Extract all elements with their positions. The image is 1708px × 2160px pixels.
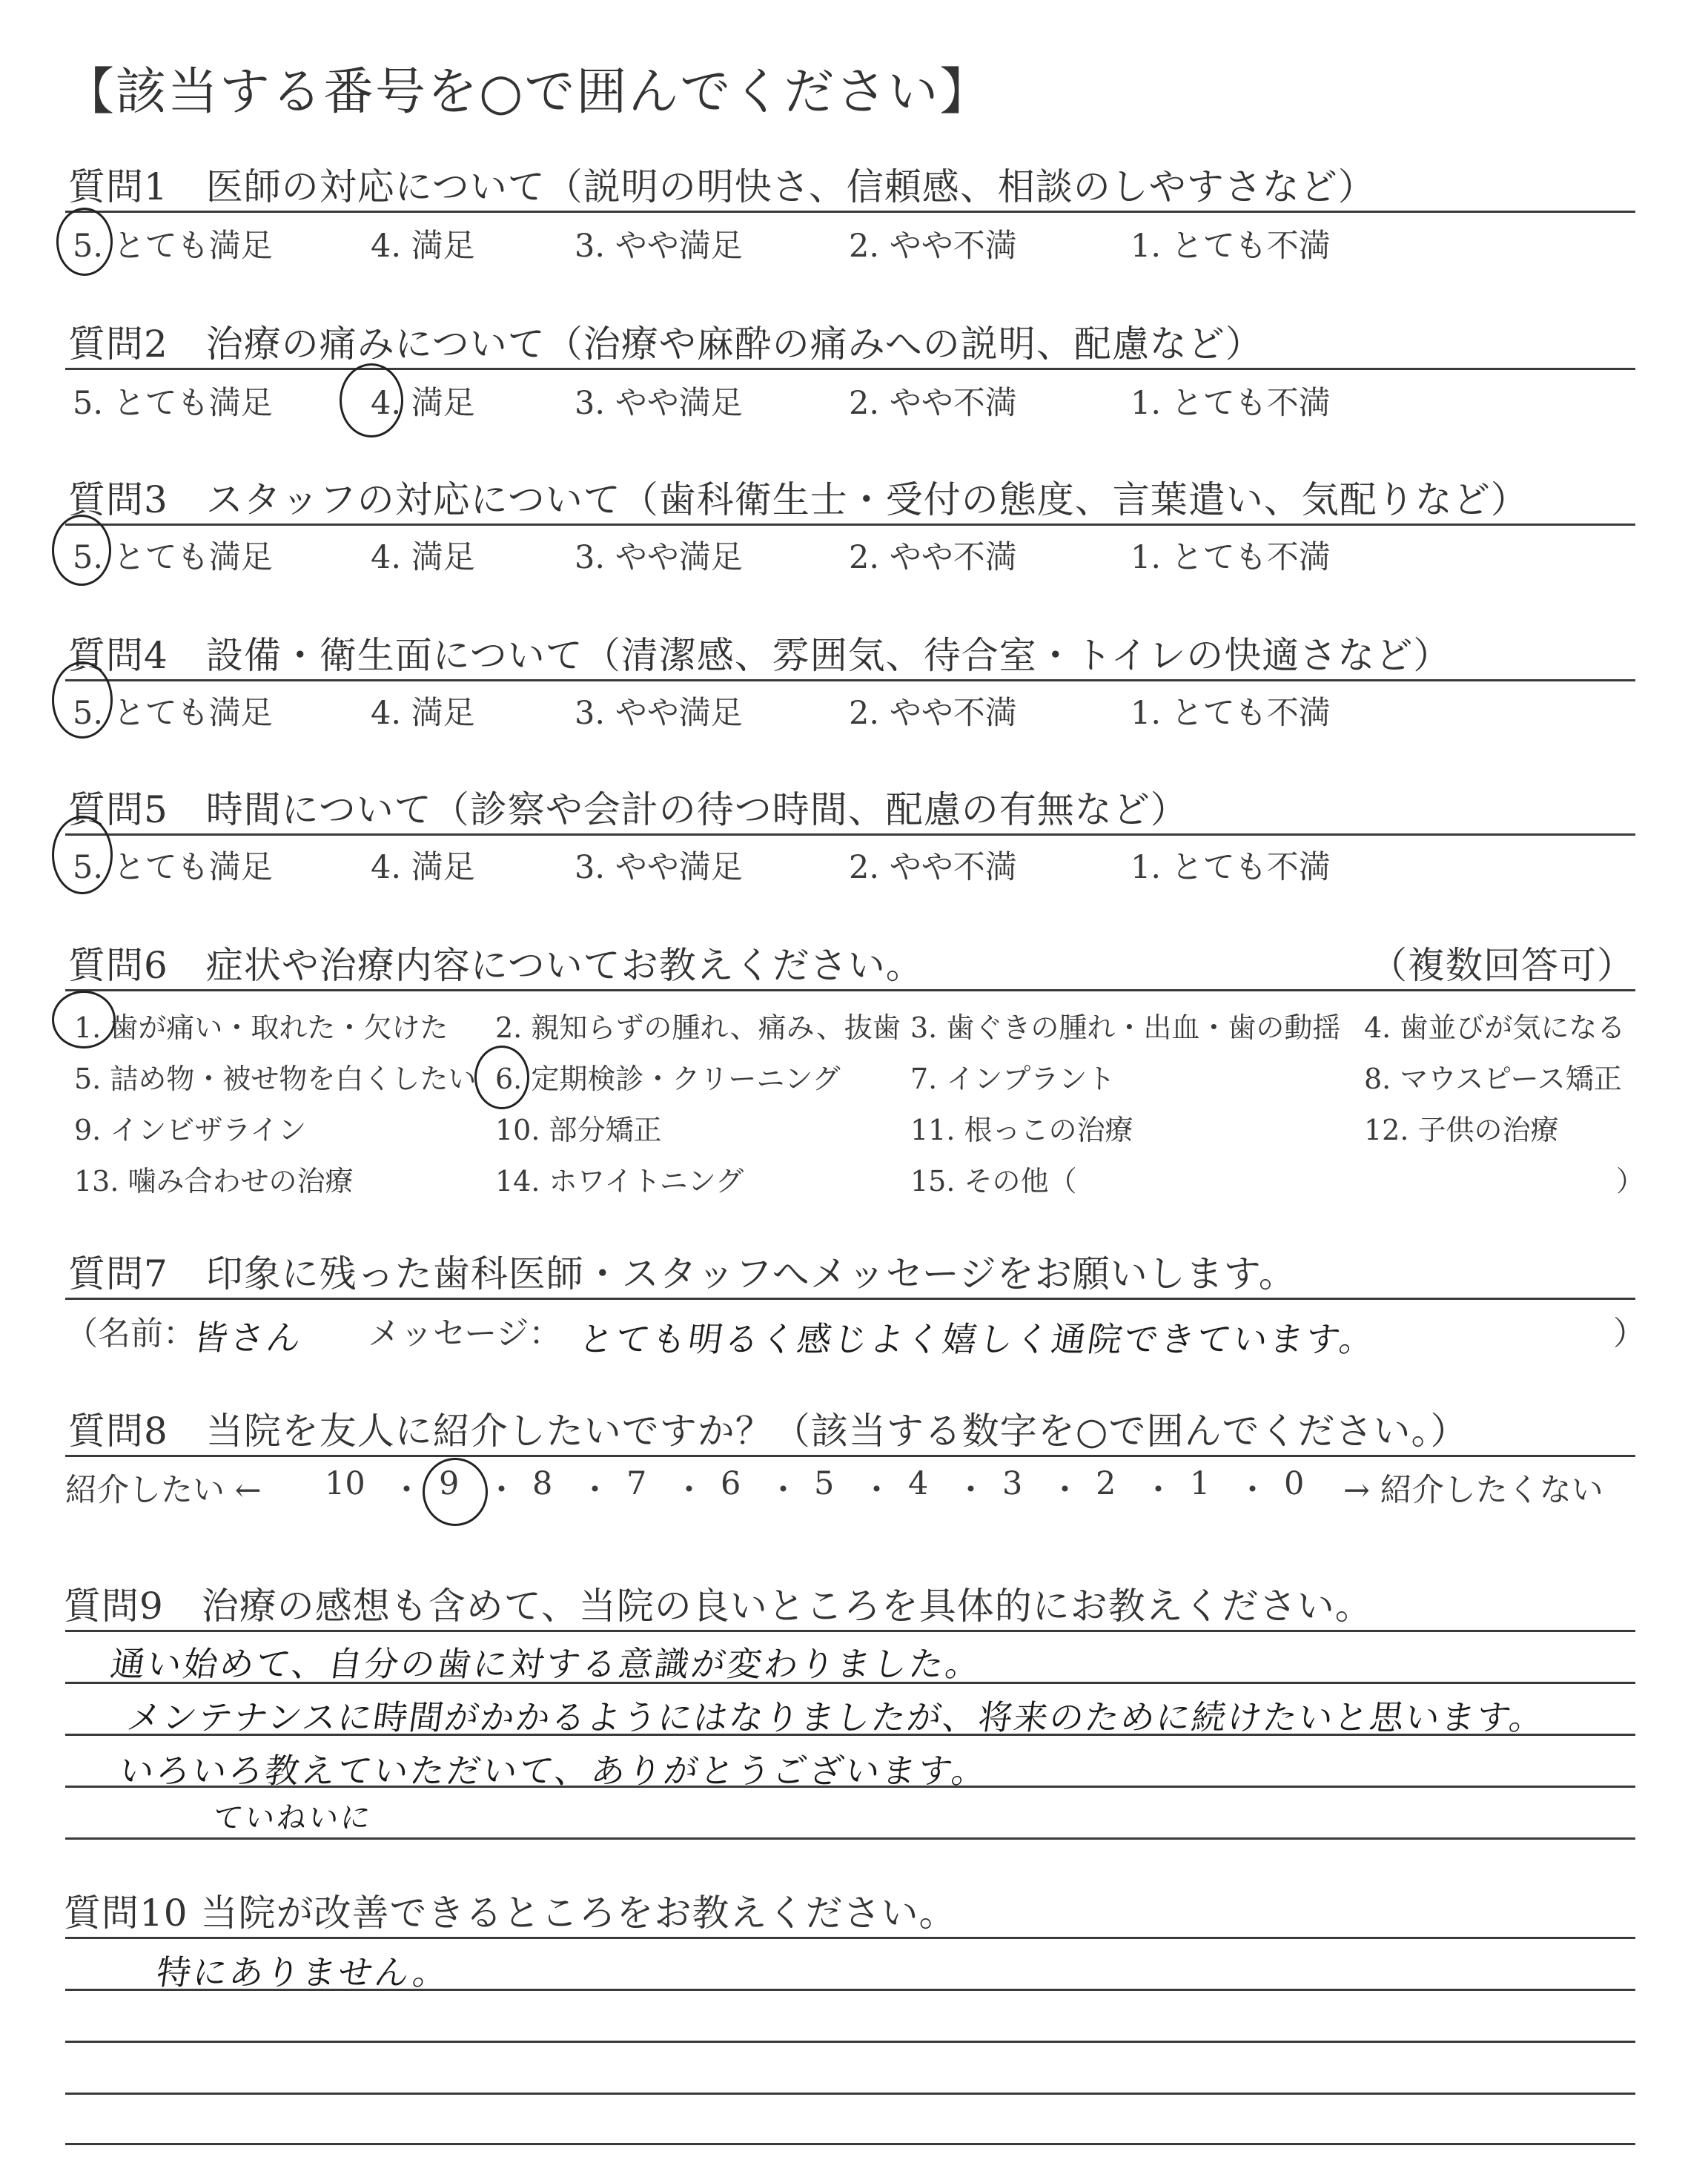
q6-option-9[interactable]: 9. インビザライン (74, 1114, 307, 1146)
q1-option-1[interactable]: 1. とても不満 (1131, 228, 1331, 265)
q8-scale-9[interactable]: 9 (439, 1465, 460, 1502)
q5-selection-circle (52, 816, 113, 894)
question-5-rule (65, 833, 1635, 836)
q6-option-4[interactable]: 4. 歯並びが気になる (1364, 1011, 1626, 1044)
q4-option-5[interactable]: 5. とても満足 (73, 695, 273, 732)
q9-answer-line-3[interactable]: いろいろ教えていただいて、ありがとうございます。 (116, 1751, 991, 1791)
q2-option-5[interactable]: 5. とても満足 (73, 385, 273, 422)
q10-line-rule-4 (65, 2093, 1635, 2095)
q6-option-15[interactable]: 15. その他（ (910, 1165, 1077, 1198)
q8-scale-10[interactable]: 10 (325, 1465, 365, 1502)
question-5-title: 質問5 時間について（診察や会計の待つ時間、配慮の有無など） (68, 788, 1188, 831)
q8-sep: ・ (861, 1472, 893, 1509)
q8-left-label: 紹介したい ← (65, 1472, 262, 1509)
question-3-rule (65, 524, 1635, 526)
q6-option-2[interactable]: 2. 親知らずの腫れ、痛み、抜歯 (495, 1011, 901, 1044)
question-8-rule (65, 1455, 1635, 1457)
q4-option-2[interactable]: 2. やや不満 (849, 695, 1017, 732)
q6-option-8[interactable]: 8. マウスピース矯正 (1364, 1063, 1622, 1095)
form-heading: 【該当する番号を○で囲んでください】 (64, 63, 992, 122)
q8-scale-6[interactable]: 6 (721, 1465, 741, 1502)
q6-option-13[interactable]: 13. 噛み合わせの治療 (74, 1165, 354, 1198)
q5-option-3[interactable]: 3. やや満足 (575, 849, 743, 886)
q2-selection-circle (340, 363, 403, 437)
question-6-rule (65, 989, 1635, 991)
q7-message-label: メッセージ： (368, 1315, 562, 1353)
q10-answer[interactable]: 特にありません。 (153, 1952, 453, 1992)
q3-option-2[interactable]: 2. やや不満 (849, 539, 1017, 576)
q8-sep: ・ (486, 1472, 517, 1509)
q6-selection-circle-6 (474, 1046, 529, 1109)
q3-option-5[interactable]: 5. とても満足 (73, 539, 273, 576)
q6-option-6[interactable]: 6. 定期検診・クリーニング (495, 1063, 841, 1095)
q1-option-2[interactable]: 2. やや不満 (849, 228, 1017, 265)
q8-scale-3[interactable]: 3 (1002, 1465, 1023, 1502)
question-3-title: 質問3 スタッフの対応について（歯科衛生士・受付の態度、言葉遣い、気配りなど） (68, 478, 1529, 521)
q3-option-4[interactable]: 4. 満足 (371, 539, 475, 576)
q8-sep: ・ (955, 1472, 987, 1509)
q8-sep: ・ (1142, 1472, 1174, 1509)
q6-option-12[interactable]: 12. 子供の治療 (1364, 1114, 1559, 1146)
q2-option-2[interactable]: 2. やや不満 (849, 385, 1017, 422)
q5-option-5[interactable]: 5. とても満足 (73, 849, 273, 886)
q8-scale-0[interactable]: 0 (1284, 1465, 1305, 1502)
q8-sep: ・ (767, 1472, 799, 1509)
q8-scale-2[interactable]: 2 (1096, 1465, 1116, 1502)
q8-scale-4[interactable]: 4 (908, 1465, 929, 1502)
q6-option-3[interactable]: 3. 歯ぐきの腫れ・出血・歯の動揺 (910, 1011, 1341, 1044)
q1-selection-circle (56, 208, 113, 276)
question-6-title: 質問6 症状や治療内容についてお教えください。 (68, 944, 924, 987)
q6-option-1[interactable]: 1. 歯が痛い・取れた・欠けた (74, 1011, 448, 1044)
q9-answer-insert[interactable]: ていねいに (211, 1801, 375, 1835)
q2-option-1[interactable]: 1. とても不満 (1131, 385, 1331, 422)
q6-selection-circle-1 (52, 991, 116, 1048)
q5-option-4[interactable]: 4. 満足 (371, 849, 475, 886)
q4-option-4[interactable]: 4. 満足 (371, 695, 475, 732)
q7-message-value[interactable]: とても明るく感じよく嬉しく通院できています。 (576, 1319, 1379, 1359)
q10-line-rule-5 (65, 2143, 1635, 2145)
q6-option-10[interactable]: 10. 部分矯正 (495, 1114, 662, 1146)
q3-option-3[interactable]: 3. やや満足 (575, 539, 743, 576)
q2-option-3[interactable]: 3. やや満足 (575, 385, 743, 422)
q8-right-label: → 紹介したくない (1343, 1472, 1603, 1509)
question-10-title: 質問10 当院が改善できるところをお教えください。 (64, 1892, 957, 1935)
question-6-note: （複数回答可） (1370, 944, 1635, 987)
q4-selection-circle (52, 661, 113, 739)
question-1-title: 質問1 医師の対応について（説明の明快さ、信頼感、相談のしやすさなど） (68, 165, 1376, 208)
q2-option-4[interactable]: 4. 満足 (371, 385, 475, 422)
q8-scale-5[interactable]: 5 (814, 1465, 835, 1502)
question-4-title: 質問4 設備・衛生面について（清潔感、雰囲気、待合室・トイレの快適さなど） (68, 634, 1452, 677)
q1-option-4[interactable]: 4. 満足 (371, 228, 475, 265)
q1-option-3[interactable]: 3. やや満足 (575, 228, 743, 265)
question-8-title: 質問8 当院を友人に紹介したいですか？（該当する数字を○で囲んでください。） (68, 1410, 1469, 1453)
q7-close-paren: ） (1613, 1315, 1646, 1353)
q8-sep: ・ (1237, 1472, 1268, 1509)
q8-selection-circle (423, 1458, 488, 1526)
q8-scale-8[interactable]: 8 (532, 1465, 553, 1502)
q5-option-2[interactable]: 2. やや不満 (849, 849, 1017, 886)
q9-answer-line-2[interactable]: メンテナンスに時間がかかるようにはなりましたが、将来のために続けたいと思います。 (124, 1697, 1549, 1737)
q1-option-5[interactable]: 5. とても満足 (73, 228, 273, 265)
question-1-rule (65, 211, 1635, 213)
q6-option-7[interactable]: 7. インプラント (910, 1063, 1116, 1095)
q5-option-1[interactable]: 1. とても不満 (1131, 849, 1331, 886)
q6-option-11[interactable]: 11. 根っこの治療 (910, 1114, 1133, 1146)
q9-line-rule-1 (65, 1630, 1635, 1632)
q8-sep: ・ (391, 1472, 423, 1509)
question-9-title: 質問9 治療の感想も含めて、当院の良いところを具体的にお教えください。 (64, 1585, 1373, 1628)
q3-option-1[interactable]: 1. とても不満 (1131, 539, 1331, 576)
q10-line-rule-1 (65, 1937, 1635, 1939)
question-7-rule (65, 1298, 1635, 1300)
question-2-title: 質問2 治療の痛みについて（治療や麻酔の痛みへの説明、配慮など） (68, 323, 1263, 366)
q8-scale-7[interactable]: 7 (626, 1465, 647, 1502)
q8-sep: ・ (579, 1472, 611, 1509)
q6-option-15-close: ） (1616, 1165, 1645, 1198)
q3-selection-circle (52, 515, 111, 586)
q7-name-label: （名前： (65, 1315, 196, 1353)
q9-line-rule-5 (65, 1837, 1635, 1840)
q10-line-rule-3 (65, 2041, 1635, 2043)
q4-option-3[interactable]: 3. やや満足 (575, 695, 743, 732)
q8-sep: ・ (673, 1472, 705, 1509)
q9-answer-line-1[interactable]: 通い始めて、自分の歯に対する意識が変わりました。 (107, 1644, 985, 1684)
q7-name-value[interactable]: 皆さん (191, 1318, 306, 1358)
q4-option-1[interactable]: 1. とても不満 (1131, 695, 1331, 732)
question-7-title: 質問7 印象に残った歯科医師・スタッフへメッセージをお願いします。 (68, 1252, 1297, 1295)
q8-scale-1[interactable]: 1 (1190, 1465, 1211, 1502)
q6-option-5[interactable]: 5. 詰め物・被せ物を白くしたい (74, 1063, 477, 1095)
q8-sep: ・ (1049, 1472, 1081, 1509)
question-4-rule (65, 679, 1635, 681)
question-2-rule (65, 368, 1635, 370)
q6-option-14[interactable]: 14. ホワイトニング (495, 1165, 744, 1198)
